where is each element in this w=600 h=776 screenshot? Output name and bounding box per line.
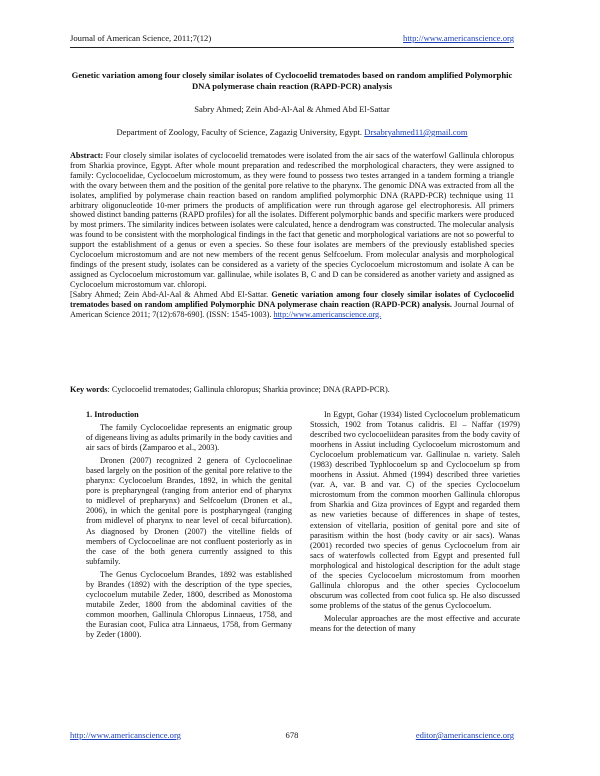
abstract-label: Abstract: [70, 151, 104, 160]
paper-title: Genetic variation among four closely similar isolates of Cyclocoelid trematodes based on random amplified Polymorphic DNA polymerase chain reaction (RAPD-PCR) analysis [71, 70, 513, 91]
footer-email-link[interactable]: editor@americanscience.org [415, 730, 514, 740]
keywords-text: : Cyclocoelid trematodes; Gallinula chloropus; Sharkia province; DNA (RAPD-PCR). [107, 385, 390, 394]
footer-url-link[interactable]: http://www.americanscience.org [70, 730, 181, 740]
intro-paragraph-1: The family Cyclocoelidae represents an enigmatic group of digeneans living as adults primarily in the body cavities and air sacs of birds (Zamparoo et al., 2003). [86, 423, 292, 453]
abstract-body: Four closely similar isolates of cyclocoelid trematodes were isolated from the air sacs of the waterfowl Gallinula chloropus from Sharkia province, Egypt. After whole mount preparation and redescribed the morphological characters, they were assigned to family: Cyclocoelidae, Cyclocoelum microstomum, as they were found to possess two testes arranged in a tandem forming a triangle with the ovary between them and the position of the genital pore relative to the pharynx. The genomic DNA was extracted from all the isolates, amplified by polymerase chain reaction based on random amplified polymorphic DNA (RAPD-PCR) technique using 11 arbitrary oligonucleotide 10-mer primers the products of amplification were run through agarose gel electrophoresis. All primers showed distinct banding patterns (RAPD profiles) for all the isolates. Different polymorphic bands and specific markers were produced by most primers. The similarity indices between isolates were calculated, hence a dendrogram was constructed. The molecular analysis was found to be consistent with the morphological findings in the fact that genetic and morphological variations are not so powerful to support the establishment of a genus or even a species. So these four isolates are members of the previously established species Cyclocoelum microstomum and are not new members of the recent genus Selfcoelum. From molecular analysis and morphological findings of the present study, isolates can be considered as a variety of the species Cyclocoelum microstomum and isolate A can be assigned as Cyclocoelum microstomum var. gallinulae, while isolates B, C and D can be considered as another variety and assigned as Cyclocoelum microstomum var. chloropi. [70, 151, 514, 289]
citation-title: Genetic variation among four closely similar isolates of Cyclocoelid trematodes based on random amplified Polymorphic DNA polymerase chain reaction (RAPD-PCR) analysis. [70, 289, 514, 309]
right-column [310, 410, 520, 637]
citation-authors: [Sabry Ahmed; Zein Abd-Al-Aal & Ahmed Abd El-Sattar. [70, 289, 269, 299]
email-link[interactable]: Drsabryahmed11@gmail.com [364, 127, 468, 137]
intro-paragraph-4: In Egypt, Gohar (1934) listed Cyclocoelum problematicum Stossich, 1902 from Totanus calidris. El – Naffar (1979) described two cyclocoeliidean parasites from the body cavity of moorhens in Assiut including Cyclocoelum microstomum and Cyclocoelum problematicum var. Gallinulae n. variety. Saleh (1983) described Typhlocoelum sp and Cyclocoelum sp from moorhens in Assiut. Ahmed (1994) described three varieties (var. A, var. B and var. C) of the species Cyclocoelum microstomum from the common moorhen Gallinula chloropus from Sharkia and Giza provinces of Egypt and regarded them as new varieties because of differences in shape of testes, extension of vitellaria, position of genital pore and site of parasitism within the host (body cavity or air sacs). Wanas (2001) recorded two species of genus Cyclocoelum from air sacs of waterfowls collected from Egypt and presented full morphological and histological description for the adult stage of the species Cyclocoelum microstomum from moorhen Gallinula chloropus and the other species Cyclocoelum obscurum was collected from coot fulica sp. He also discussed some problems of the status of the genus Cyclocoelum. [310, 410, 520, 610]
page-footer [70, 730, 514, 740]
citation-url-link[interactable]: http://www.americanscience.org. [273, 309, 382, 319]
section-heading-introduction: 1. Introduction [86, 410, 139, 419]
header-divider [70, 47, 514, 48]
intro-paragraph-3: The Genus Cyclocoelum Brandes, 1892 was established by Brandes (1892) with the description of the type species, cyclocoelum mutabile Zeder, 1800, described as Monostoma mutabile Zeder, 1800 from the abdominal cavities of the common moorhen, Gallinula Chloropus Linnaeus, 1758, and the Eurasian coot, Fulica atra Linnaeus, 1758, from Germany by Zeder (1800). [86, 569, 292, 639]
paper-authors: Sabry Ahmed; Zein Abd-Al-Aal & Ahmed Abd El-Sattar [194, 104, 390, 114]
running-header [70, 33, 514, 43]
citation [70, 290, 514, 320]
page-number: 678 [285, 730, 299, 740]
affiliation [70, 127, 514, 137]
affiliation-text: Department of Zoology, Faculty of Science, Zagazig University, Egypt. [116, 127, 363, 137]
abstract-block [70, 151, 514, 319]
journal-name: Journal of American Science, 2011;7(12) [70, 33, 212, 43]
intro-paragraph-2: Dronen (2007) recognized 2 genera of Cyclocoelinae based largely on the position of the genital pore relative to the pharynx: Cyclocoelum Brandes, 1892, in which the genital pore is prepharyngeal (ranging from anterior end of pharynx to midlevel of prepharynx) and Selfcoelum (Dronen et al., 2006), in which the genital pore is postpharyngeal (ranging from midlevel of pharynx to near level of cecal bifurcation). As diagnosed by Dronen (2007) the vitelline fields of members of Cyclocoelinae are not confluent posteriorly as in the case of the both genera currently assigned to this subfamily. [86, 456, 292, 566]
left-column [86, 410, 292, 643]
keywords [70, 385, 514, 395]
intro-paragraph-5: Molecular approaches are the most effective and accurate means for the detection of many [310, 613, 520, 633]
citation-rest: Journal Journal of American Science 2011; 7(12):678-690]. (ISSN: 1545-1003). [70, 299, 514, 319]
keywords-label: Key words [70, 385, 108, 394]
header-url-link[interactable]: http://www.americanscience.org [403, 33, 514, 43]
